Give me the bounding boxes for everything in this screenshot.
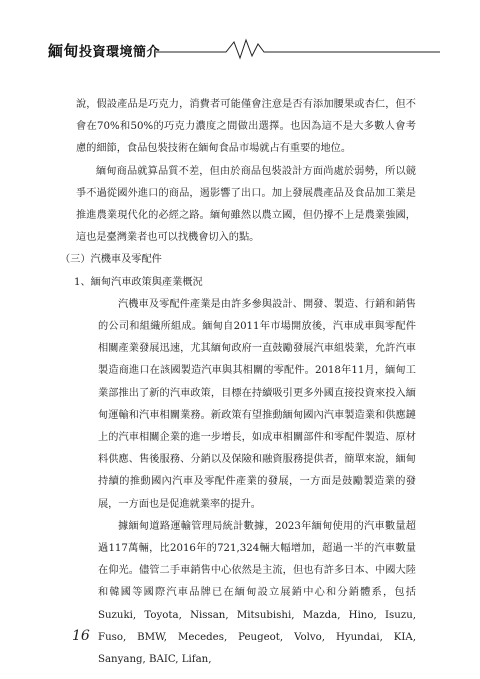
page-body (60, 94, 416, 671)
page-number: 16 (72, 628, 90, 644)
paragraph-top-1: 說，假設產品是巧克力，消費者可能僅會注意是否有添加腰果或杏仁，但不會在70%和50%的巧克力濃度之間做出選擇。也因為這不是大多數人會考慮的細節，食品包裝技術在緬甸食品市場就占有重要的地位。 (76, 99, 416, 155)
header-title-small: 投資環境簡介 (79, 45, 161, 60)
paragraph-sub-2: 據緬甸道路運輸管理局統計數據，2023年緬甸使用的汽車數量超過117萬輛，比2016年的721,324輛大幅增加，超過一半的汽車數量在仰光。儘管二手車銷售中心依然是主流，但也有許多日本、中國大陸和韓國等國際汽車品牌已在緬甸設立展銷中心和分銷體系，包括Suzuki, Toyota, Nissan, Mitsubishi, Mazda, Hino, Isuzu, Fuso, BMW, Mecedes, Peugeot, Volvo, Hyundai, KIA, Sanyang, BAIC, Lifan, (98, 520, 416, 666)
header-title (48, 40, 160, 61)
sub-section-body (76, 294, 416, 671)
header-title-big: 緬甸 (48, 42, 80, 60)
running-header (48, 38, 440, 60)
section-heading: （三）汽機車及零配件 (60, 254, 162, 266)
sub-heading: 1、緬甸汽車政策與產業概況 (74, 276, 203, 288)
paragraph-sub-1: 汽機車及零配件產業是由許多參與設計、開發、製造、行銷和銷售的公司和組織所組成。緬甸自2011年市場開放後，汽車成車與零配件相關產業發展迅速，尤其緬甸政府一直鼓勵發展汽車組裝業，允許汽車製造商進口在該國製造汽車與其相關的零配件。2018年11月，緬甸工業部推出了新的汽車政策，目標在持續吸引更多外國直接投資來投入緬甸運輸和汽車相關業務。新政策有望推動緬甸國內汽車製造業和供應鏈上的汽車相關企業的進一步增長，如成車相關部件和零配件製造、原材料供應、售後服務、分銷以及保險和融資服務提供者，簡單來說，緬甸持續的推動國內汽車及零配件產業的發展，一方面是鼓勵製造業的發展，一方面也是促進就業率的提升。 (98, 298, 416, 510)
paragraph-top-2: 緬甸商品就算品質不差，但由於商品包裝設計方面尚處於弱勢，所以競爭不過從國外進口的商品，遏影響了出口。加上發展農產品及食品加工業是推進農業現代化的必經之路。緬甸雖然以農立國，但仍撐不上是農業強國，這也是臺灣業者也可以找機會切入的點。 (76, 165, 416, 244)
